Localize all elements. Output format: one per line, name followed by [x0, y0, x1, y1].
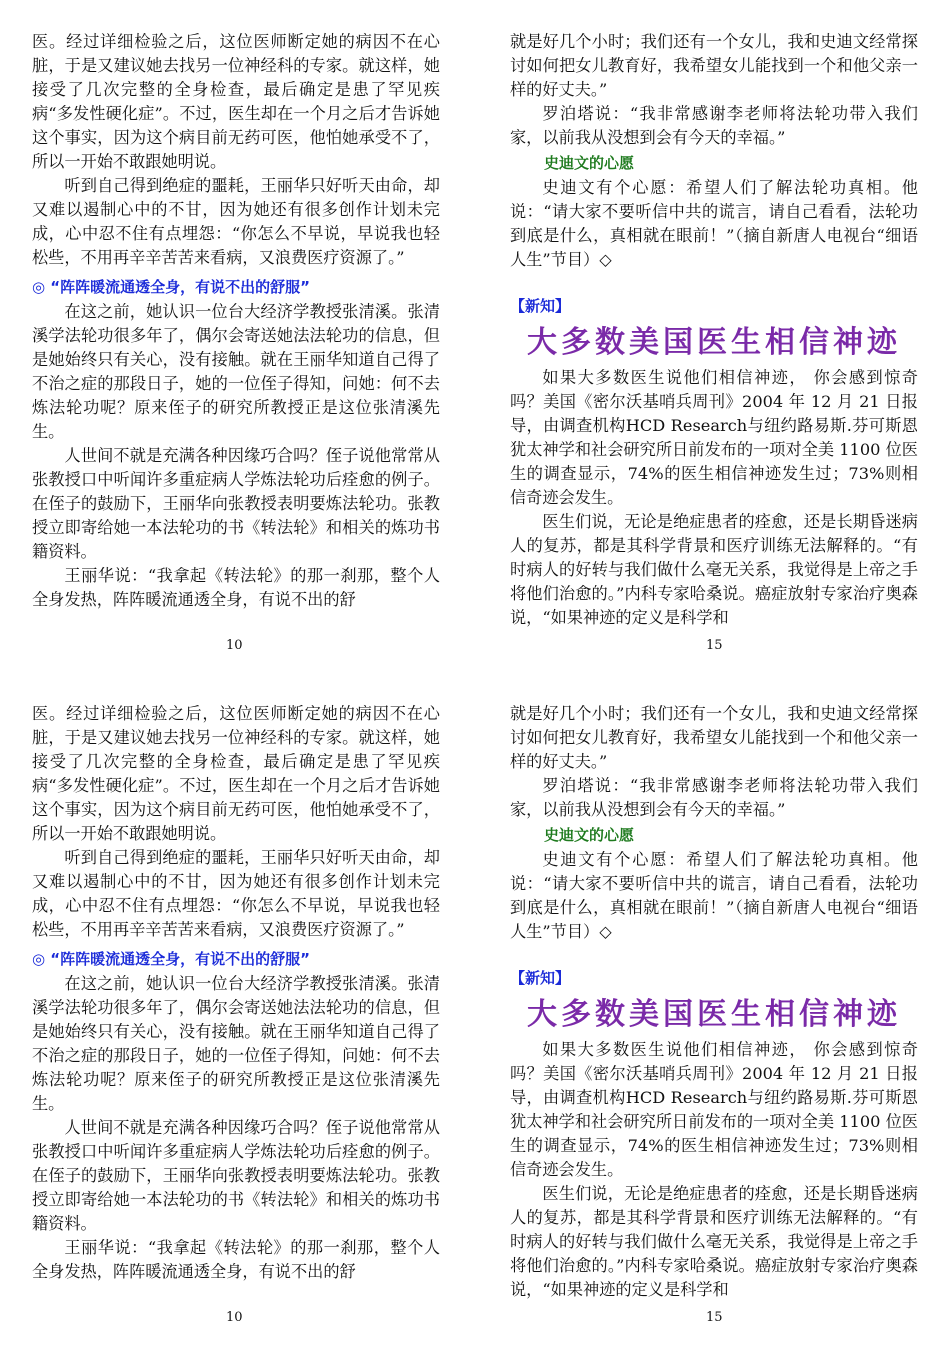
paragraph: 史迪文有个心愿：希望人们了解法轮功真相。他说：“请大家不要听信中共的谎言，请自己看看，法轮功到底是什么，真相就在眼前！”（摘自新唐人电视台“细语人生”节目）◇ [510, 178, 918, 269]
page-spread-bottom [0, 672, 950, 1344]
paragraph: 王丽华说：“我拿起《转法轮》的那一刹那，整个人全身发热，阵阵暖流通透全身，有说不出的舒 [32, 1238, 440, 1281]
paragraph: 在这之前，她认识一位台大经济学教授张清溪。张清溪学法轮功很多年了，偶尔会寄送她法法轮功的信息，但是她始终只有关心，没有接触。就在王丽华知道自己得了不治之症的那段日子，她的一位侄子得知，问她：何不去炼法轮功呢？原来侄子的研究所教授正是这位张清溪先生。 [32, 302, 440, 441]
page-number: 15 [706, 1310, 723, 1325]
article-title: 大多数美国医生相信神迹 [527, 997, 901, 1032]
paragraph: 听到自己得到绝症的噩耗，王丽华只好听天由命，却又难以遏制心中的不甘，因为她还有很多创作计划未完成，心中忍不住有点埋怨：“你怎么不早说，早说我也轻松些，不用再辛辛苦苦来看病，又浪费医疗资源了。” [32, 176, 440, 267]
paragraph: 罗泊塔说：“我非常感谢李老师将法轮功带入我们家，以前我从没想到会有今天的幸福。” [510, 776, 918, 819]
page-spread-top [0, 0, 950, 672]
section-tag: 【新知】 [510, 297, 571, 315]
paragraph: 就是好几个小时；我们还有一个女儿，我和史迪文经常探讨如何把女儿教育好，我希望女儿能找到一个和他父亲一样的好丈夫。” [510, 704, 918, 771]
paragraph: 如果大多数医生说他们相信神迹， 你会感到惊奇吗？美国《密尔沃基哨兵周刊》2004 年 12 月 21 日报导，由调查机构HCD Research与纽约路易斯.芬可斯恩犹太神学和社会研究所日前发布的一项对全美 1100 位医生的调查显示，74%的医生相信神迹发生过；73%则相信奇迹会发生。 [510, 1040, 918, 1179]
article-title: 大多数美国医生相信神迹 [527, 325, 901, 360]
section-subheading: ◎ “阵阵暖流通透全身，有说不出的舒服” [32, 278, 311, 296]
paragraph: 史迪文有个心愿：希望人们了解法轮功真相。他说：“请大家不要听信中共的谎言，请自己看看，法轮功到底是什么，真相就在眼前！”（摘自新唐人电视台“细语人生”节目）◇ [510, 850, 918, 941]
page-number: 15 [706, 638, 723, 653]
paragraph: 人世间不就是充满各种因缘巧合吗？侄子说他常常从张教授口中听闻许多重症病人学炼法轮功后痊愈的例子。在侄子的鼓励下，王丽华向张教授表明要炼法轮功。张教授立即寄给她一本法轮功的书《转法轮》和相关的炼功书籍资料。 [32, 446, 440, 561]
paragraph: 医。经过详细检验之后，这位医师断定她的病因不在心脏，于是又建议她去找另一位神经科的专家。就这样，她接受了几次完整的全身检查，最后确定是患了罕见疾病“多发性硬化症”。不过，医生却在一个月之后才告诉她这个事实，因为这个病目前无药可医，他怕她承受不了，所以一开始不敢跟她明说。 [32, 704, 440, 843]
section-tag: 【新知】 [510, 969, 571, 987]
left-column [32, 30, 440, 612]
paragraph: 王丽华说：“我拿起《转法轮》的那一刹那，整个人全身发热，阵阵暖流通透全身，有说不出的舒 [32, 566, 440, 609]
page-number: 10 [226, 638, 243, 653]
paragraph: 医。经过详细检验之后，这位医师断定她的病因不在心脏，于是又建议她去找另一位神经科的专家。就这样，她接受了几次完整的全身检查，最后确定是患了罕见疾病“多发性硬化症”。不过，医生却在一个月之后才告诉她这个事实，因为这个病目前无药可医，他怕她承受不了，所以一开始不敢跟她明说。 [32, 32, 440, 171]
paragraph: 就是好几个小时；我们还有一个女儿，我和史迪文经常探讨如何把女儿教育好，我希望女儿能找到一个和他父亲一样的好丈夫。” [510, 32, 918, 99]
paragraph: 如果大多数医生说他们相信神迹， 你会感到惊奇吗？美国《密尔沃基哨兵周刊》2004 年 12 月 21 日报导，由调查机构HCD Research与纽约路易斯.芬可斯恩犹太神学和社会研究所日前发布的一项对全美 1100 位医生的调查显示，74%的医生相信神迹发生过；73%则相信奇迹会发生。 [510, 368, 918, 507]
paragraph: 人世间不就是充满各种因缘巧合吗？侄子说他常常从张教授口中听闻许多重症病人学炼法轮功后痊愈的例子。在侄子的鼓励下，王丽华向张教授表明要炼法轮功。张教授立即寄给她一本法轮功的书《转法轮》和相关的炼功书籍资料。 [32, 1118, 440, 1233]
paragraph: 医生们说，无论是绝症患者的痊愈，还是长期昏迷病人的复苏，都是其科学背景和医疗训练无法解释的。“有时病人的好转与我们做什么毫无关系，我觉得是上帝之手将他们治愈的。”内科专家哈桑说。癌症放射专家治疗奥森说，“如果神迹的定义是科学和 [510, 1184, 918, 1299]
right-column [510, 702, 918, 1302]
right-column [510, 30, 918, 630]
section-subheading: ◎ “阵阵暖流通透全身，有说不出的舒服” [32, 950, 311, 968]
paragraph: 医生们说，无论是绝症患者的痊愈，还是长期昏迷病人的复苏，都是其科学背景和医疗训练无法解释的。“有时病人的好转与我们做什么毫无关系，我觉得是上帝之手将他们治愈的。”内科专家哈桑说。癌症放射专家治疗奥森说，“如果神迹的定义是科学和 [510, 512, 918, 627]
paragraph: 听到自己得到绝症的噩耗，王丽华只好听天由命，却又难以遏制心中的不甘，因为她还有很多创作计划未完成，心中忍不住有点埋怨：“你怎么不早说，早说我也轻松些，不用再辛辛苦苦来看病，又浪费医疗资源了。” [32, 848, 440, 939]
section-heading: 史迪文的心愿 [544, 826, 635, 844]
left-column [32, 702, 440, 1284]
paragraph: 罗泊塔说：“我非常感谢李老师将法轮功带入我们家，以前我从没想到会有今天的幸福。” [510, 104, 918, 147]
section-heading: 史迪文的心愿 [544, 154, 635, 172]
page-number: 10 [226, 1310, 243, 1325]
paragraph: 在这之前，她认识一位台大经济学教授张清溪。张清溪学法轮功很多年了，偶尔会寄送她法法轮功的信息，但是她始终只有关心，没有接触。就在王丽华知道自己得了不治之症的那段日子，她的一位侄子得知，问她：何不去炼法轮功呢？原来侄子的研究所教授正是这位张清溪先生。 [32, 974, 440, 1113]
